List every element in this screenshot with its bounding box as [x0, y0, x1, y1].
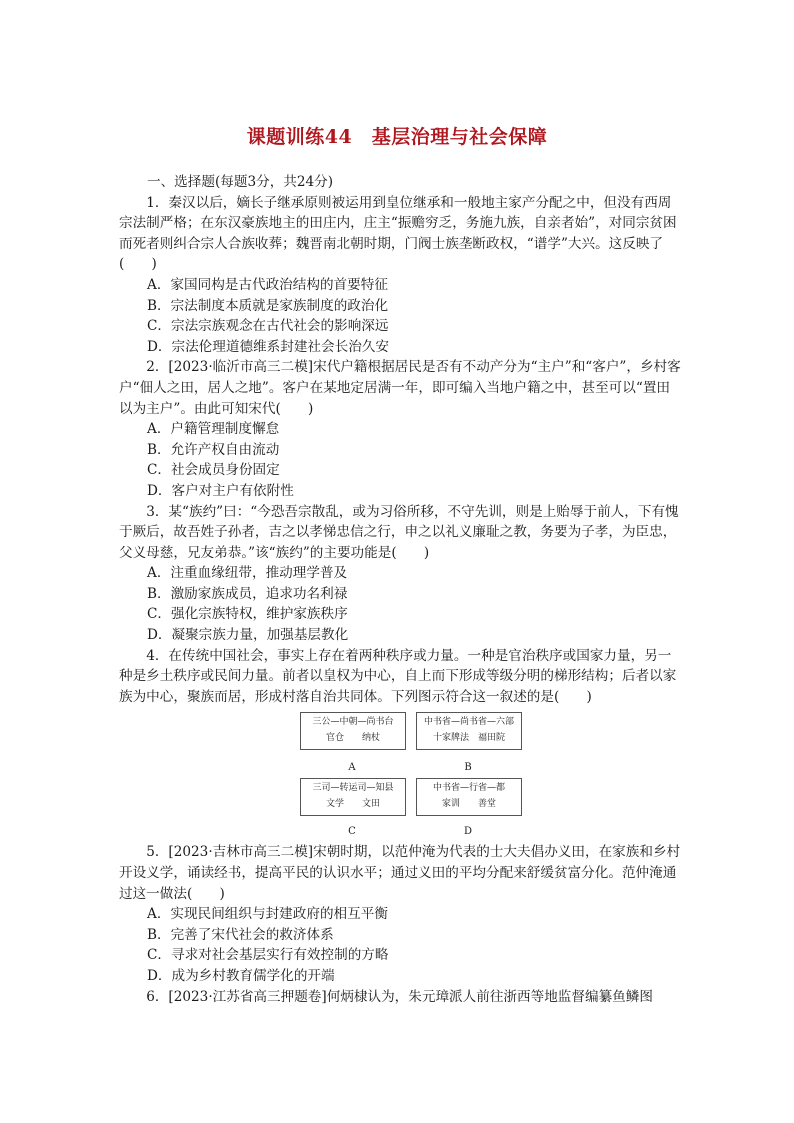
- question-stem: 4．在传统中国社会，事实上存在着两种秩序或力量。一种是官治秩序或国家力量，另一种是乡土秩序或民间力量。前者以皇权为中心，自上而下形成等级分明的梯形结构；后者以家族为中心，聚族而居，形成村落自治共同体。下列图示符合这一叙述的是( ): [119, 647, 677, 705]
- figure-box-c: [300, 778, 406, 816]
- option-b: B．宗法制度本质就是家族制度的政治化: [147, 297, 389, 314]
- option-d: D．成为乡村教育儒学化的开端: [147, 968, 335, 984]
- option-d: D．客户对主户有依附性: [147, 482, 294, 499]
- option-d: D．凝聚宗族力量，加强基层教化: [147, 627, 349, 644]
- box-a-top: 三公—中朝—尚书台: [312, 717, 394, 728]
- option-a: A．注重血缘纽带，推动理学普及: [147, 565, 348, 582]
- option-a: A．户籍管理制度懈怠: [147, 421, 280, 438]
- option-b: B．激励家族成员，追求功名利禄: [147, 585, 348, 602]
- box-d-bottom: 家训 善堂: [441, 799, 496, 810]
- question-stem: 6．[2023·江苏省高三押题卷]何炳棣认为，朱元璋派人前往浙西等地监督编纂鱼鳞图: [146, 988, 653, 1005]
- page-title: 课题训练44 基层治理与社会保障: [246, 126, 548, 148]
- box-c-bottom: 文学 文田: [325, 799, 380, 810]
- box-b-bottom: 十家牌法 福田院: [432, 733, 505, 744]
- figure-label-d: D: [463, 826, 473, 838]
- figure-box-b: [416, 712, 522, 750]
- answer-figure: [119, 710, 681, 836]
- option-b: B．完善了宋代社会的救济体系: [147, 926, 334, 943]
- question-stem: 3．某“族约”曰：“今恐吾宗散乱，或为习俗所移，不守先训，则是上贻辱于前人，下有愧于厥后，故吾姓子孙者，吉之以孝悌忠信之行，申之以礼义廉耻之教，务要为子孝，为臣忠，父义母慈，兄友弟恭。”该“族约”的主要功能是( ): [119, 503, 679, 561]
- question-stem: 1．秦汉以后，嫡长子继承原则被运用到皇位继承和一般地主家产分配之中，但没有西周宗法制严格；在东汉豪族地主的田庄内，庄主“振赡穷乏，务施九族，自亲者始”，对同宗贫困而死者则纠合宗人合族收葬；魏晋南北朝时期，门阀士族垄断政权，“谱学”大兴。这反映了( ): [119, 194, 677, 273]
- option-d: D．宗法伦理道德维系封建社会长治久安: [147, 338, 389, 355]
- question-stem: 2．[2023·临沂市高三二模]宋代户籍根据居民是否有不动产分为“主户”和“客户”，乡村客户“佃人之田，居人之地”。客户在某地定居满一年，即可编入当地户籍之中，甚至可以“置田以为主户”。由此可知宋代( ): [119, 359, 681, 417]
- option-a: A．实现民间组织与封建政府的相互平衡: [147, 906, 388, 923]
- figure-box-a: [300, 712, 406, 750]
- box-c-top: 三司—转运司—知县: [312, 783, 394, 794]
- figure-label-a: A: [348, 762, 356, 774]
- option-b: B．允许产权自由流动: [147, 441, 280, 458]
- figure-label-c: C: [348, 826, 356, 838]
- option-c: C．寻求对社会基层实行有效控制的方略: [147, 947, 389, 964]
- section-heading: 一、选择题(每题3分，共24分): [147, 174, 334, 190]
- option-c: C．社会成员身份固定: [147, 462, 280, 479]
- question-stem: 5．[2023·吉林市高三二模]宋朝时期，以范仲淹为代表的士大夫倡办义田，在家族和乡村开设义学，诵读经书，提高平民的认识水平；通过义田的平均分配来舒缓贫富分化。范仲淹通过这一做法( ): [119, 844, 681, 902]
- option-c: C．宗法宗族观念在古代社会的影响深远: [147, 318, 389, 335]
- box-d-top: 中书省—行省—都: [432, 783, 505, 794]
- question-content: [119, 172, 681, 1007]
- figure-label-b: B: [464, 762, 472, 774]
- option-a: A．家国同构是古代政治结构的首要特征: [147, 276, 388, 293]
- box-b-top: 中书省—尚书省—六部: [423, 717, 514, 728]
- figure-box-d: [416, 778, 522, 816]
- box-a-bottom: 官仓 纳杖: [325, 733, 380, 744]
- option-c: C．强化宗族特权，维护家族秩序: [147, 606, 348, 623]
